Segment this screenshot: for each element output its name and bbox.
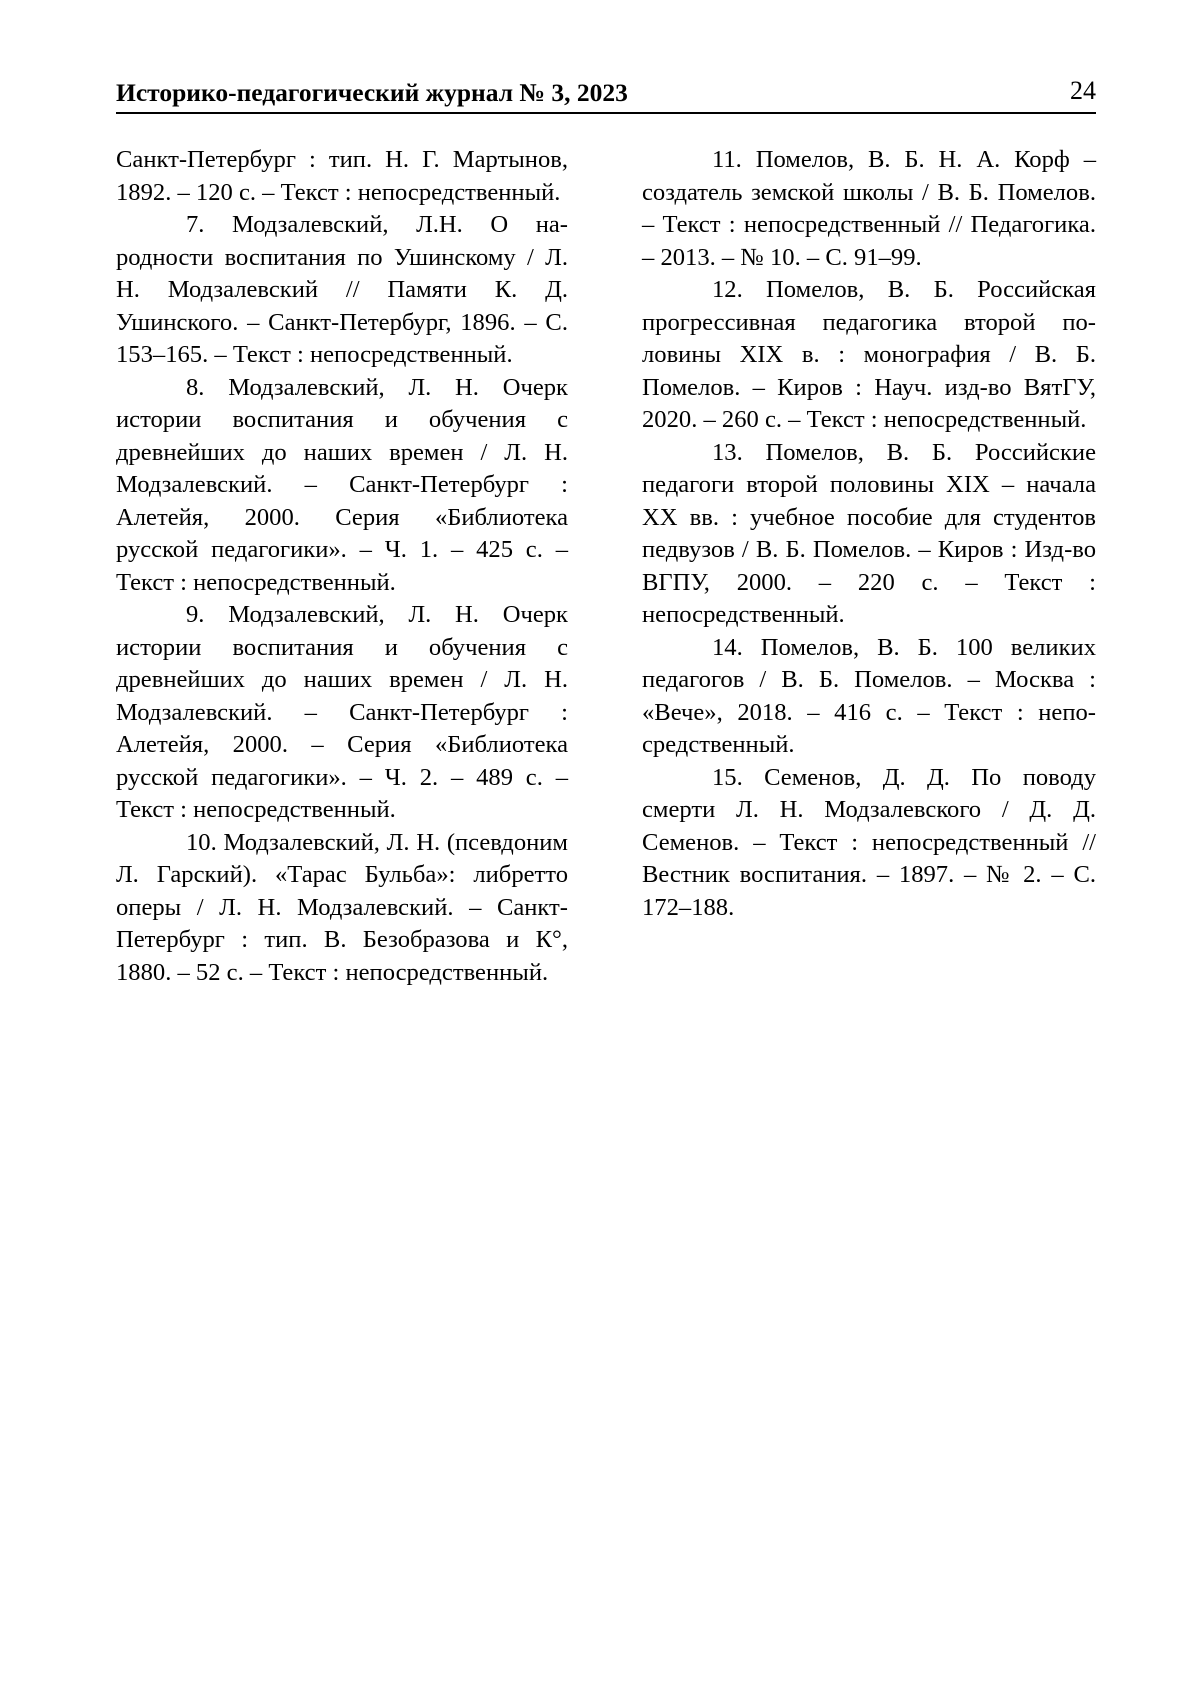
reference-entry-8: 8. Модзалевский, Л. Н. Очерк истории воспитания и обучения с древнейших до наших времен / Л. Н. Модзалевский. – Санкт-Петербург : Алетейя, 2000. Серия «Библиотека русской педагогики». – Ч. 1. – 425 с. – Текст : непосредственный. bbox=[116, 373, 568, 596]
page-header bbox=[116, 74, 1096, 114]
reference-entry-7: 7. Модзалевский, Л.Н. О народности воспитания по Ушинскому / Л. Н. Модзалевский // Памяти К. Д. Ушинского. – Санкт-Петербург, 1896. – С. 153–165. – Текст : непосредственный. bbox=[116, 211, 568, 368]
reference-entry-14: 14. Помелов, В. Б. 100 великих педагогов / В. Б. Помелов. – Москва : «Вече», 2018. – 416 с. – Текст : непосредственный. bbox=[642, 633, 1096, 758]
journal-title: Историко-педагогический журнал № 3, 2023 bbox=[116, 78, 628, 107]
reference-entry-11: 11. Помелов, В. Б. Н. А. Корф – создатель земской школы / В. Б. Помелов. – Текст : непосредственный // Педагогика. – 2013. – № 10. – С. 91–99. bbox=[642, 146, 1096, 271]
reference-entry-12: 12. Помелов, В. Б. Российская прогрессивная педагогика второй половины XIX в. : монография / В. Б. Помелов. – Киров : Науч. изд-во ВятГУ, 2020. – 260 с. – Текст : непосредственный. bbox=[642, 276, 1096, 433]
reference-entry-13: 13. Помелов, В. Б. Российские педагоги второй половины XIX – начала XX вв. : учебное пособие для студентов педвузов / В. Б. Помелов. – Киров : Изд-во ВГПУ, 2000. – 220 с. – Текст : непосредственный. bbox=[642, 438, 1096, 628]
reference-entry-9: 9. Модзалевский, Л. Н. Очерк истории воспитания и обучения с древнейших до наших времен / Л. Н. Модзалевский. – Санкт-Петербург : Алетейя, 2000. – Серия «Библиотека русской педагогики». – Ч. 2. – 489 с. – Текст : непосредственный. bbox=[116, 601, 568, 823]
page-number: 24 bbox=[1070, 76, 1096, 105]
reference-column-left bbox=[116, 144, 568, 989]
reference-entry-15: 15. Семенов, Д. Д. По поводу смерти Л. Н. Модзалевского / Д. Д. Семенов. – Текст : непосредственный // Вестник воспитания. – 1897. – № 2. – С. 172–188. bbox=[642, 763, 1096, 921]
reference-entry-10: 10. Модзалевский, Л. Н. (псевдоним Л. Гарский). «Тарас Бульба»: либретто оперы / Л. Н. Модзалевский. – Санкт-Петербург : тип. В. Безобразова и К°, 1880. – 52 с. – Текст : непосредственный. bbox=[116, 828, 568, 986]
reference-entry-continuation: Санкт-Петербург : тип. Н. Г. Мартынов, 1892. – 120 с. – Текст : непосредственный. bbox=[116, 146, 568, 206]
reference-column-right bbox=[642, 144, 1096, 924]
